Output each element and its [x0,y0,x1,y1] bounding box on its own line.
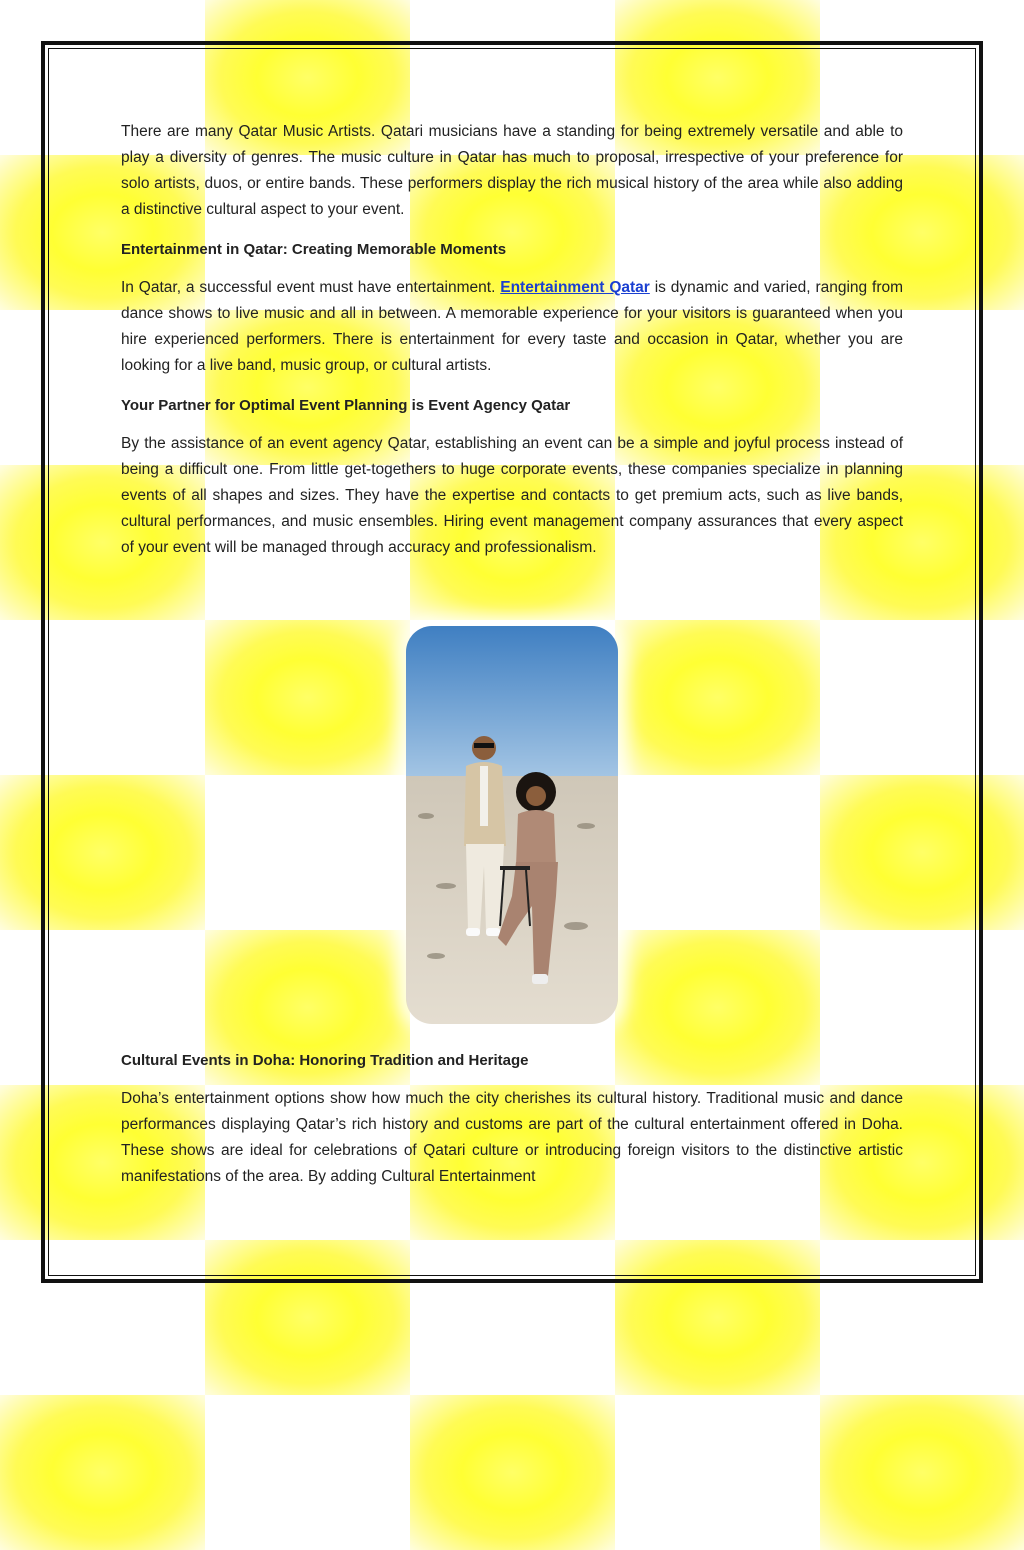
paragraph-qatar-music-artists: There are many Qatar Music Artists. Qatari musicians have a standing for being extremely versatile and able to play a diversity of genres. The music culture in Qatar has much to proposal, irrespective of your preference for solo artists, duos, or entire bands. These performers display the rich musical history of the area while also adding a distinctive cultural aspect to your event. [121,123,903,218]
paragraph-entertainment [121,275,903,379]
background-tile [205,1395,410,1550]
paragraph-cultural-events: Doha’s entertainment options show how much the city cherishes its cultural history. Traditional music and dance performances displaying Qatar’s rich history and customs are part of the cultural entertainment offered in Doha. These shows are ideal for celebrations of Qatari culture or introducing foreign visitors to the distinctive artistic manifestations of the area. By adding Cultural Entertainment [121,1090,903,1185]
heading-event-agency-qatar: Your Partner for Optimal Event Planning is Event Agency Qatar [121,397,571,414]
heading-entertainment-in-qatar: Entertainment in Qatar: Creating Memorable Moments [121,241,507,258]
background-tile [0,1395,205,1550]
paragraph-text: In Qatar, a successful event must have entertainment. [121,279,501,296]
paragraph-event-agency: By the assistance of an event agency Qatar, establishing an event can be a simple and joyful process instead of being a difficult one. From little get-togethers to huge corporate events, these companies specialize in planning events of all shapes and sizes. They have the expertise and contacts to get premium acts, such as live bands, cultural performances, and music ensembles. Hiring event management company assurances that every aspect of your event will be managed through accuracy and professionalism. [121,435,903,556]
background-tile [820,1395,1024,1550]
photo-duo-in-desert [406,626,618,1024]
performers-photo [406,626,618,1024]
paragraph-text: is dynamic and varied, ranging from dance shows to live music and all in between. A memorable experience for your visitors is guaranteed when you hire experienced performers. There is entertainment for every taste and occasion in Qatar, whether you are looking for a live band, music group, or cultural artists. [121,279,904,374]
background-tile [615,1395,820,1550]
heading-cultural-events-doha: Cultural Events in Doha: Honoring Tradition and Heritage [121,1052,529,1069]
article-body [121,119,903,561]
entertainment-qatar-link[interactable]: Entertainment Qatar [500,279,650,296]
background-tile [410,1395,615,1550]
article-body-continued [121,1048,903,1190]
